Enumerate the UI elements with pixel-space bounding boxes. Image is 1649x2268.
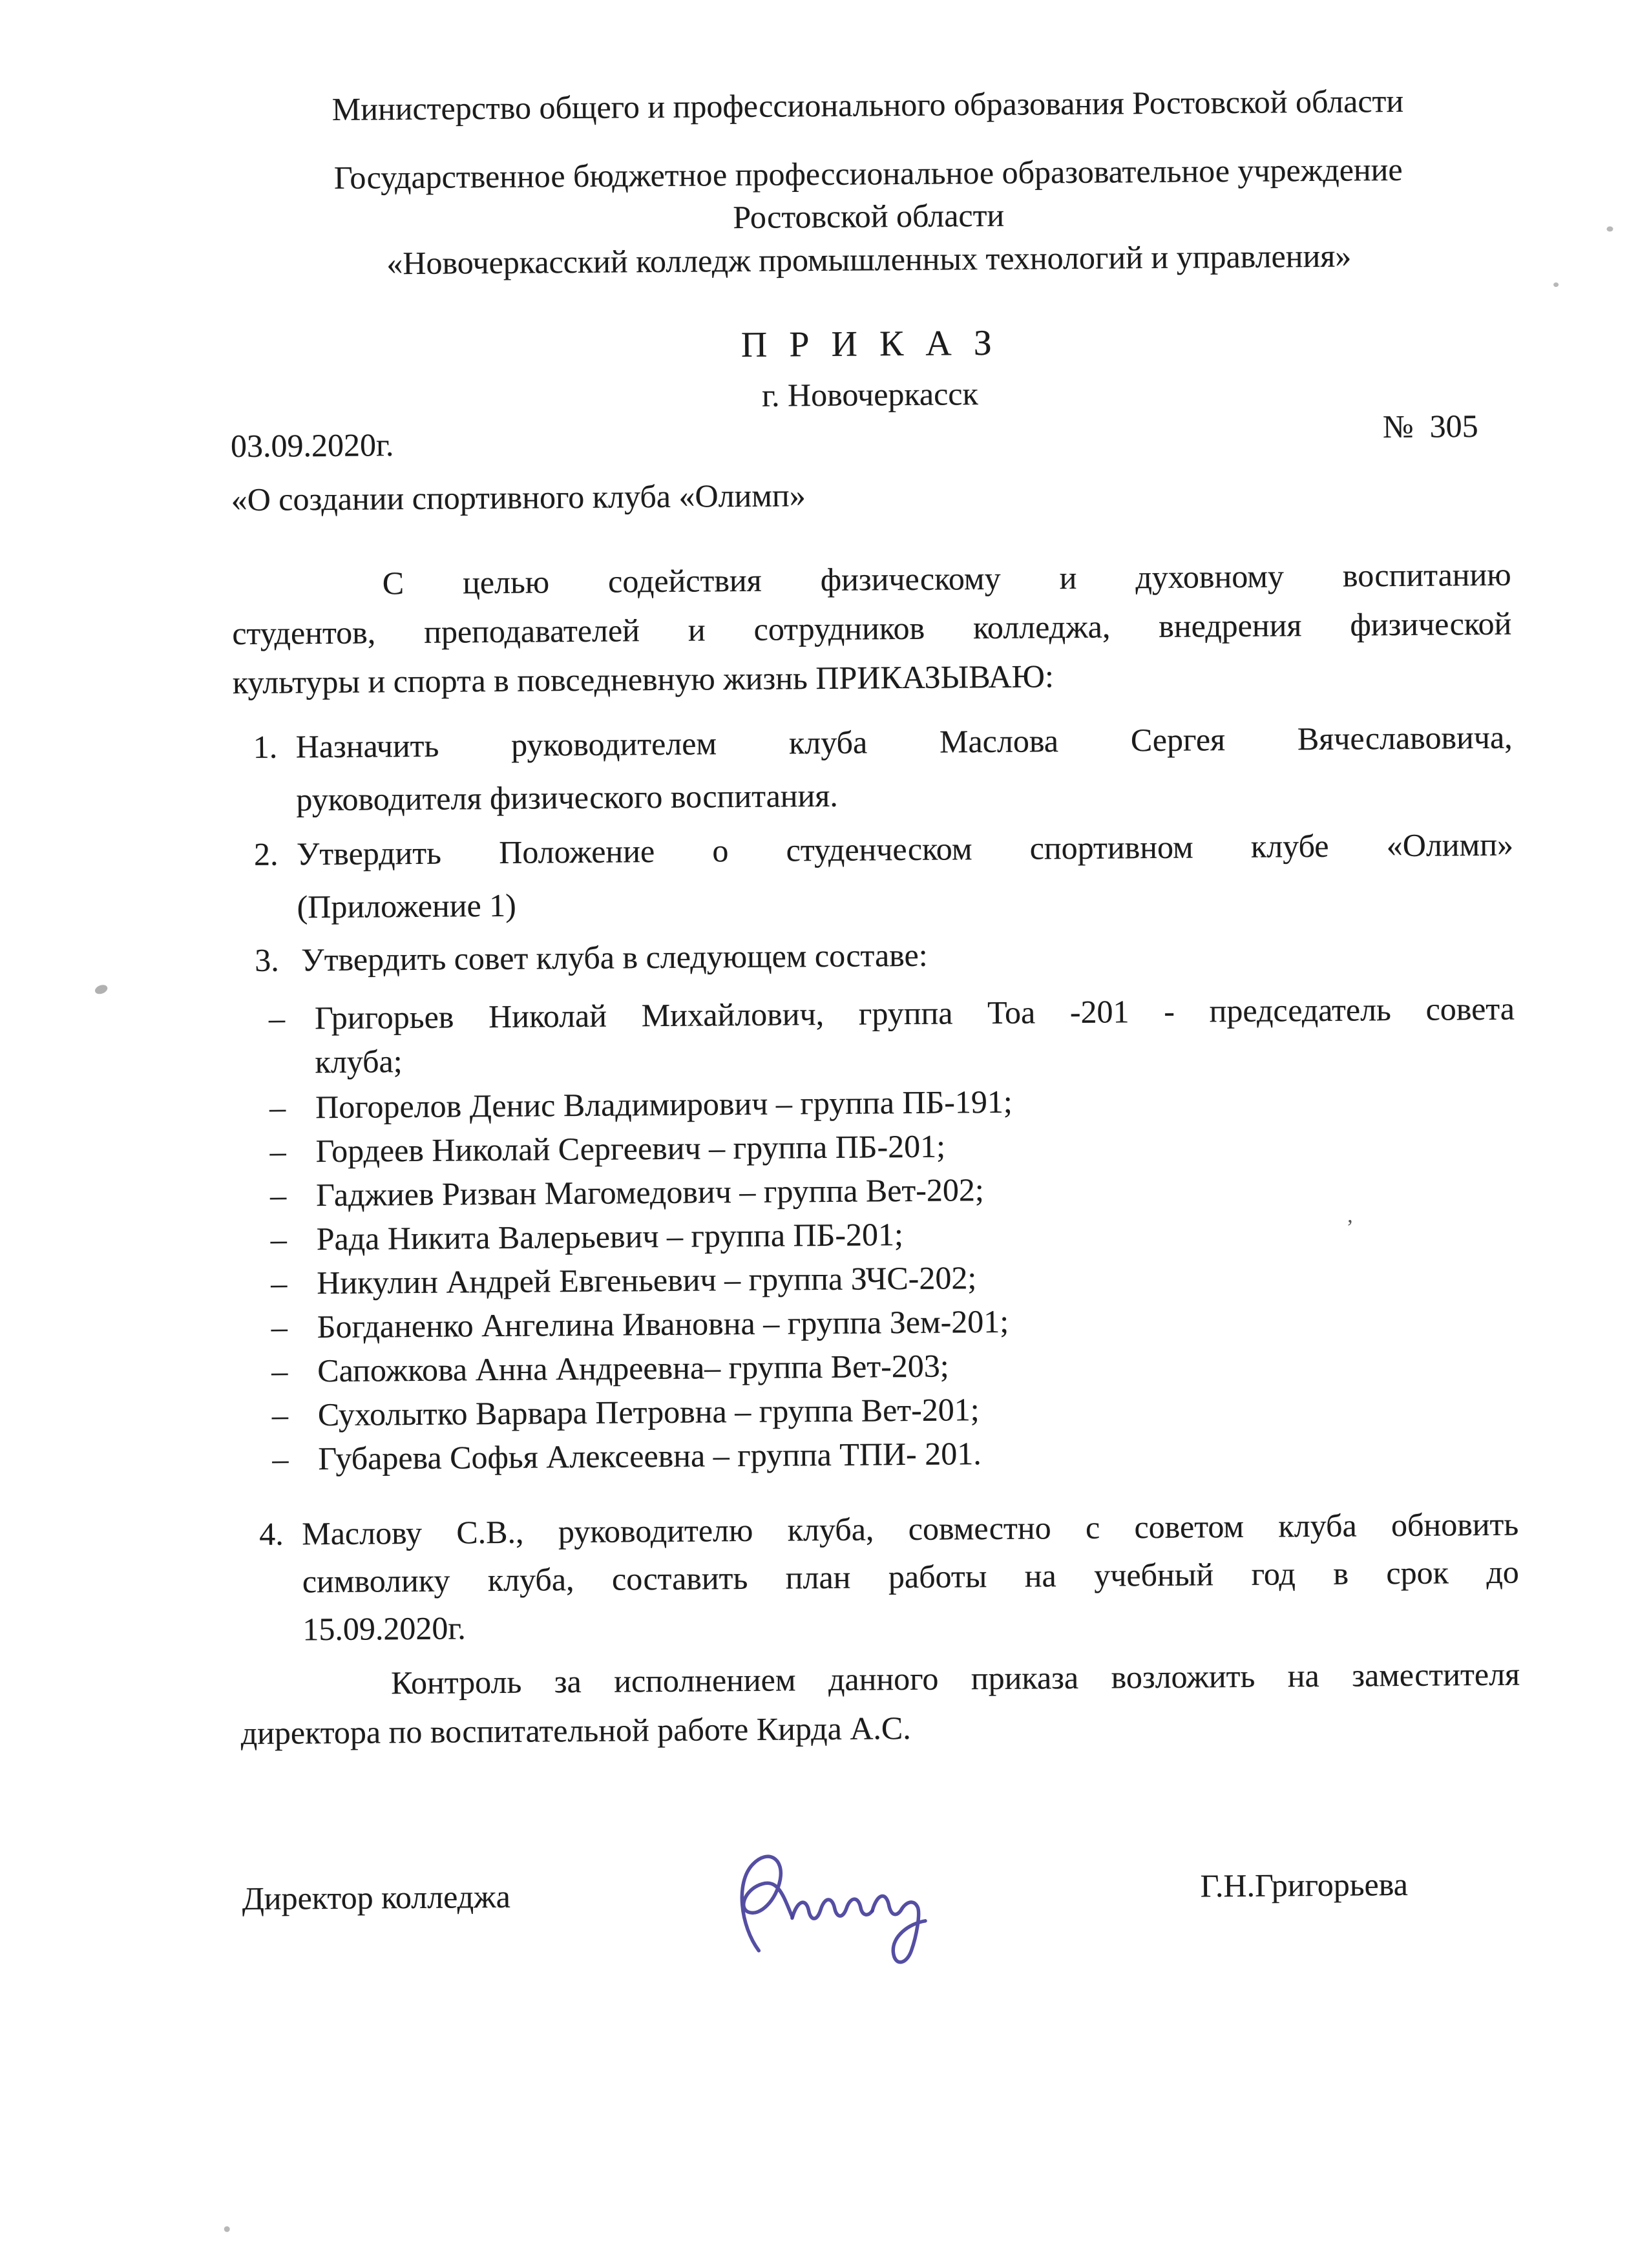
member-1-line-1: Григорьев Николай Михайлович, группа Тоа -201 - председатель совета	[314, 990, 1515, 1036]
member-6: Никулин Андрей Евгеньевич – группа ЗЧС-202;	[316, 1259, 977, 1301]
scan-apostrophe-mark: ’	[1346, 1215, 1354, 1240]
member-1-line-2: клуба;	[315, 1043, 403, 1080]
intro-line-2: студентов, преподавателей и сотрудников колледжа, внедрения физической	[232, 605, 1512, 652]
member-9: Сухолытко Варвара Петровна – группа Вет-201;	[317, 1391, 980, 1433]
order-title: П Р И К А З	[740, 322, 999, 365]
member-3: Гордеев Николай Сергеевич – группа ПБ-201;	[315, 1128, 946, 1170]
item2-line-2: (Приложение 1)	[297, 887, 517, 925]
control-line-2: директора по воспитательной работе Кирда А.С.	[240, 1709, 911, 1752]
header-institution: Государственное бюджетное профессиональное образовательное учреждение	[333, 151, 1403, 196]
list-dash: –	[269, 1089, 286, 1126]
item4-line-2: символику клуба, составить план работы на учебный год в срок до	[302, 1553, 1520, 1600]
member-10: Губарева Софья Алексеевна – группа ТПИ- 201.	[318, 1435, 982, 1477]
item1-number: 1.	[253, 728, 278, 765]
signature-ink	[718, 1834, 991, 1978]
header-ministry: Министерство общего и профессионального образования Ростовской области	[331, 82, 1404, 127]
scan-dot	[224, 2226, 230, 2232]
signatory-name: Г.Н.Григорьева	[1200, 1865, 1409, 1904]
member-2: Погорелов Денис Владимирович – группа ПБ-191;	[315, 1083, 1013, 1126]
list-dash: –	[270, 1221, 287, 1257]
order-subject: «О создании спортивного клуба «Олимп»	[231, 477, 806, 518]
item2-line-1: Утвердить Положение о студенческом спортивном клубе «Олимп»	[296, 826, 1514, 872]
item1-line-2: руководителя физического воспитания.	[296, 777, 838, 818]
item2-number: 2.	[253, 835, 278, 872]
item4-line-1: Маслову С.В., руководителю клуба, совместно с советом клуба обновить	[302, 1506, 1519, 1552]
member-5: Рада Никита Валерьевич – группа ПБ-201;	[316, 1216, 904, 1257]
scan-speck	[1553, 282, 1559, 287]
list-dash: –	[271, 1308, 288, 1345]
order-number: № 305	[1382, 408, 1478, 445]
item3-number: 3.	[255, 941, 280, 978]
list-dash: –	[269, 1133, 286, 1170]
item1-line-1: Назначить руководителем клуба Маслова Сергея Вячеславовича,	[295, 719, 1513, 765]
control-line-1: Контроль за исполнением данного приказа возложить на заместителя	[390, 1655, 1520, 1701]
header-college-name: «Новочеркасский колледж промышленных технологий и управления»	[386, 237, 1352, 282]
order-date: 03.09.2020г.	[230, 426, 394, 465]
signatory-position: Директор колледжа	[242, 1878, 510, 1917]
list-dash: –	[269, 1177, 287, 1213]
header-region: Ростовской области	[733, 196, 1005, 236]
list-dash: –	[271, 1352, 288, 1389]
list-dash: –	[272, 1440, 289, 1477]
item4-number: 4.	[259, 1515, 284, 1552]
intro-line-3: культуры и спорта в повседневную жизнь ПРИКАЗЫВАЮ:	[232, 658, 1055, 701]
order-city: г. Новочеркасск	[761, 375, 979, 414]
list-dash: –	[271, 1396, 289, 1433]
item3-text: Утвердить совет клуба в следующем составе:	[301, 936, 928, 978]
item4-line-3: 15.09.2020г.	[302, 1610, 467, 1648]
list-dash: –	[270, 1265, 288, 1301]
list-dash: –	[268, 1000, 286, 1036]
scan-speck	[1606, 226, 1613, 231]
scan-smudge	[94, 983, 109, 996]
member-8: Сапожкова Анна Андреевна– группа Вет-203;	[317, 1347, 949, 1389]
member-4: Гаджиев Ризван Магомедович – группа Вет-202;	[315, 1171, 985, 1213]
member-7: Богданенко Ангелина Ивановна – группа Зем-201;	[317, 1303, 1009, 1345]
intro-line-1: С целью содействия физическому и духовному воспитанию	[382, 556, 1511, 602]
